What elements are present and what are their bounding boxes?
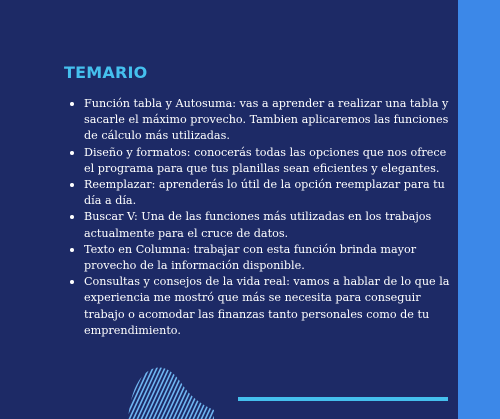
topic-item: Buscar V: Una de las funciones más utilizadas en los trabajos actualmente para el cruce de datos.: [84, 209, 454, 241]
topic-item: Texto en Columna: trabajar con esta función brinda mayor provecho de la información disponible.: [84, 242, 454, 274]
side-accent-bar: [458, 0, 500, 419]
accent-line: [238, 397, 448, 401]
topic-item: Función tabla y Autosuma: vas a aprender a realizar una tabla y sacarle el máximo provecho. Tambien aplicaremos las funciones de cálculo más utilizadas.: [84, 96, 454, 145]
topic-item: Diseño y formatos: conocerás todas las opciones que nos ofrece el programa para que tus planillas sean eficientes y elegantes.: [84, 145, 454, 177]
topic-list: [64, 96, 454, 339]
wave-stripes-icon: [128, 362, 214, 419]
section-title: TEMARIO: [64, 63, 148, 82]
topic-item: Consultas y consejos de la vida real: vamos a hablar de lo que la experiencia me mostró que más se necesita para conseguir trabajo o acomodar las finanzas tanto personales como de tu emprendimiento.: [84, 274, 454, 339]
topic-item: Reemplazar: aprenderás lo útil de la opción reemplazar para tu día a día.: [84, 177, 454, 209]
